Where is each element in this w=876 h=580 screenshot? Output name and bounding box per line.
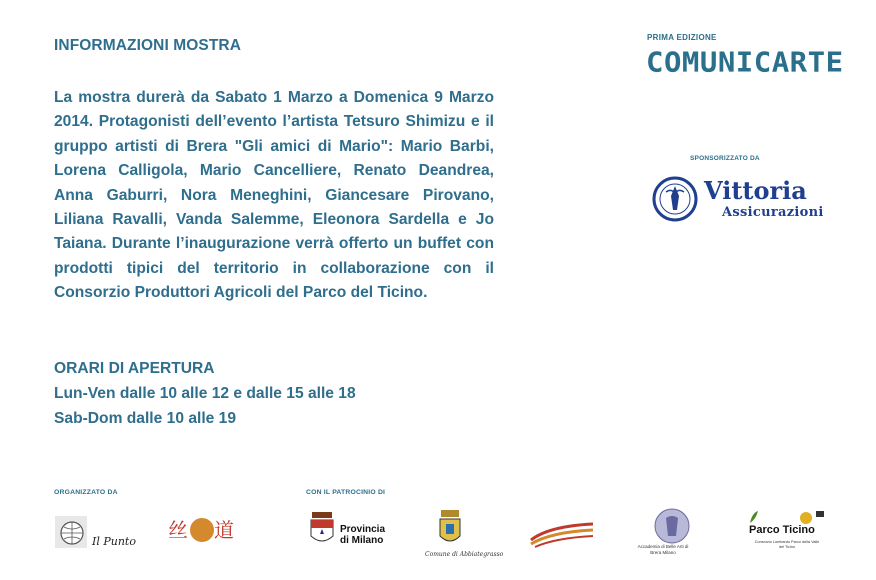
vittoria-emblem-icon [652, 176, 698, 222]
sponsor-name: Vittoria [704, 176, 807, 205]
parco-logo-text: Parco Ticino [749, 524, 815, 536]
ribbon-logo-icon [529, 518, 595, 548]
provincia-logo-text: Provincia di Milano [340, 524, 386, 546]
parco-logo-subtext: Consorzio Lombardo Parco della Valle del Ticino [754, 540, 820, 549]
svg-text:道: 道 [214, 518, 234, 542]
hours-weekend: Sab-Dom dalle 10 alle 19 [54, 410, 237, 427]
hours-heading: ORARI DI APERTURA [54, 360, 215, 377]
comune-crest-icon [437, 510, 463, 548]
parco-ticino-icon [748, 509, 828, 525]
accademia-seal-icon [652, 508, 692, 544]
sponsor-label: SPONSORIZZATO DA [690, 155, 760, 162]
svg-text:丝: 丝 [168, 518, 188, 542]
comunicarte-prefix: PRIMA EDIZIONE [647, 33, 717, 42]
organized-by-label: ORGANIZZATO DA [54, 489, 118, 496]
info-paragraph: La mostra durerà da Sabato 1 Marzo a Domenica 9 Marzo 2014. Protagonisti dell’evento l’artista Tetsuro Shimizu e il gruppo artisti di Brera "Gli amici di Mario": Mario Barbi, Lorena Calligola, Mario Cancelliere, Renato Deandrea, Anna Gaburri, Nora Meneghini, Giancesare Pirovano, Liliana Ravalli, Vanda Salemme, Eleonora Sardella e Jo Taiana. Durante l’inaugurazione verrà offerto un buffet con prodotti tipici del territorio in collaborazione con il Consorzio Produttori Agricoli del Parco del Ticino. [54, 89, 494, 302]
silk-road-icon [166, 515, 238, 545]
comune-logo-text: Comune di Abbiategrasso [425, 551, 504, 558]
info-heading: INFORMAZIONI MOSTRA [54, 37, 242, 54]
ilpunto-logo-text: Il Punto [92, 535, 136, 548]
accademia-logo-text: Accademia di Belle Arti di Brera Milano [637, 544, 689, 555]
sponsor-subtitle: Assicurazioni [722, 205, 824, 220]
comunicarte-logo: COMUNICARTE [646, 45, 844, 79]
hours-weekday: Lun-Ven dalle 10 alle 12 e dalle 15 alle 18 [54, 385, 356, 402]
provincia-crest-icon [309, 512, 335, 548]
globe-icon [55, 516, 87, 548]
patronage-label: CON IL PATROCINIO DI [306, 489, 386, 496]
